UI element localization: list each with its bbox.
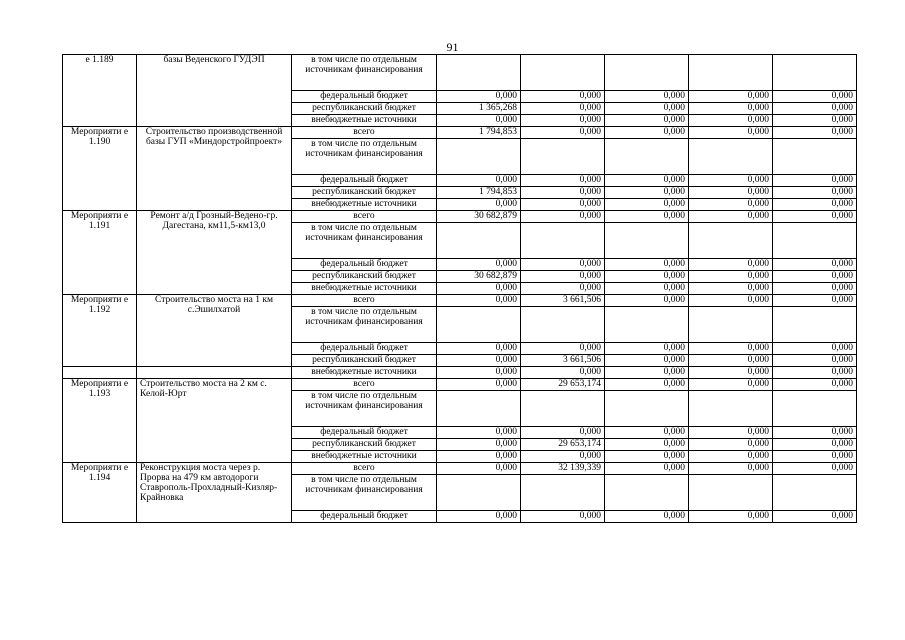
amount-cell-year-4: 0,000 bbox=[689, 367, 773, 379]
amount-cell-year-3: 0,000 bbox=[605, 211, 689, 223]
amount-cell-year-5: 0,000 bbox=[773, 127, 857, 139]
amount-cell-year-1: 0,000 bbox=[437, 115, 521, 127]
amount-cell-year-3: 0,000 bbox=[605, 283, 689, 295]
amount-cell-year-4: 0,000 bbox=[689, 463, 773, 475]
amount-cell-year-1: 0,000 bbox=[437, 379, 521, 391]
measure-code-cell: Мероприяти е 1.193 bbox=[63, 379, 137, 463]
table-row bbox=[63, 379, 857, 391]
amount-cell-year-5 bbox=[773, 475, 857, 511]
amount-cell-year-2: 0,000 bbox=[521, 127, 605, 139]
amount-cell-year-1: 1 365,268 bbox=[437, 103, 521, 115]
amount-cell-year-5: 0,000 bbox=[773, 463, 857, 475]
amount-cell-year-4 bbox=[689, 55, 773, 91]
amount-cell-year-3: 0,000 bbox=[605, 127, 689, 139]
amount-cell-year-4: 0,000 bbox=[689, 355, 773, 367]
funding-source-cell: всего bbox=[292, 463, 437, 475]
amount-cell-year-5: 0,000 bbox=[773, 451, 857, 463]
amount-cell-year-4: 0,000 bbox=[689, 103, 773, 115]
funding-source-cell: внебюджетные источники bbox=[292, 451, 437, 463]
measure-name-cell: базы Веденского ГУДЭП bbox=[137, 55, 292, 127]
amount-cell-year-5 bbox=[773, 223, 857, 259]
amount-cell-year-2: 3 661,506 bbox=[521, 355, 605, 367]
amount-cell-year-2: 0,000 bbox=[521, 199, 605, 211]
measure-name-cell: Ремонт а/д Грозный-Ведено-гр. Дагестана, км11,5-км13,0 bbox=[137, 211, 292, 295]
amount-cell-year-2: 0,000 bbox=[521, 259, 605, 271]
budget-table bbox=[62, 54, 857, 523]
amount-cell-year-3: 0,000 bbox=[605, 271, 689, 283]
amount-cell-year-3: 0,000 bbox=[605, 511, 689, 523]
amount-cell-year-2 bbox=[521, 139, 605, 175]
page-number: 91 bbox=[446, 40, 459, 54]
amount-cell-year-3: 0,000 bbox=[605, 379, 689, 391]
funding-source-cell: федеральный бюджет bbox=[292, 91, 437, 103]
amount-cell-year-1: 30 682,879 bbox=[437, 211, 521, 223]
funding-source-cell: всего bbox=[292, 295, 437, 307]
amount-cell-year-5: 0,000 bbox=[773, 511, 857, 523]
funding-source-cell: в том числе по отдельным источникам финансирования bbox=[292, 223, 437, 259]
amount-cell-year-2: 0,000 bbox=[521, 175, 605, 187]
funding-source-cell: федеральный бюджет bbox=[292, 511, 437, 523]
amount-cell-year-4: 0,000 bbox=[689, 379, 773, 391]
amount-cell-year-1: 0,000 bbox=[437, 427, 521, 439]
amount-cell-year-2 bbox=[521, 55, 605, 91]
funding-source-cell: в том числе по отдельным источникам финансирования bbox=[292, 391, 437, 427]
amount-cell-year-1: 0,000 bbox=[437, 367, 521, 379]
amount-cell-year-4 bbox=[689, 391, 773, 427]
amount-cell-year-4: 0,000 bbox=[689, 511, 773, 523]
amount-cell-year-4 bbox=[689, 475, 773, 511]
funding-source-cell: в том числе по отдельным источникам финансирования bbox=[292, 55, 437, 91]
table-row bbox=[63, 55, 857, 91]
amount-cell-year-4: 0,000 bbox=[689, 343, 773, 355]
amount-cell-year-3: 0,000 bbox=[605, 175, 689, 187]
amount-cell-year-4: 0,000 bbox=[689, 439, 773, 451]
measure-code-cell: Мероприяти е 1.194 bbox=[63, 463, 137, 523]
amount-cell-year-5 bbox=[773, 55, 857, 91]
amount-cell-year-4: 0,000 bbox=[689, 259, 773, 271]
amount-cell-year-3: 0,000 bbox=[605, 187, 689, 199]
amount-cell-year-5 bbox=[773, 139, 857, 175]
amount-cell-year-1 bbox=[437, 223, 521, 259]
amount-cell-year-5: 0,000 bbox=[773, 211, 857, 223]
measure-code-cell: Мероприяти е 1.190 bbox=[63, 127, 137, 211]
funding-source-cell: федеральный бюджет bbox=[292, 343, 437, 355]
funding-source-cell: федеральный бюджет bbox=[292, 259, 437, 271]
amount-cell-year-2: 0,000 bbox=[521, 187, 605, 199]
amount-cell-year-3: 0,000 bbox=[605, 451, 689, 463]
amount-cell-year-2 bbox=[521, 307, 605, 343]
amount-cell-year-4 bbox=[689, 139, 773, 175]
amount-cell-year-5: 0,000 bbox=[773, 343, 857, 355]
amount-cell-year-3 bbox=[605, 139, 689, 175]
amount-cell-year-2 bbox=[521, 391, 605, 427]
amount-cell-year-1: 30 682,879 bbox=[437, 271, 521, 283]
amount-cell-year-1: 1 794,853 bbox=[437, 187, 521, 199]
amount-cell-year-4: 0,000 bbox=[689, 175, 773, 187]
amount-cell-year-2: 32 139,339 bbox=[521, 463, 605, 475]
funding-source-cell: всего bbox=[292, 379, 437, 391]
amount-cell-year-5: 0,000 bbox=[773, 271, 857, 283]
amount-cell-year-3 bbox=[605, 223, 689, 259]
amount-cell-year-1 bbox=[437, 55, 521, 91]
amount-cell-year-4 bbox=[689, 223, 773, 259]
amount-cell-year-2: 0,000 bbox=[521, 115, 605, 127]
amount-cell-year-2: 0,000 bbox=[521, 367, 605, 379]
amount-cell-year-1: 1 794,853 bbox=[437, 127, 521, 139]
amount-cell-year-1: 0,000 bbox=[437, 343, 521, 355]
amount-cell-year-5: 0,000 bbox=[773, 175, 857, 187]
amount-cell-year-2: 0,000 bbox=[521, 451, 605, 463]
amount-cell-year-4: 0,000 bbox=[689, 295, 773, 307]
measure-code-cell: Мероприяти е 1.191 bbox=[63, 211, 137, 295]
funding-source-cell: республиканский бюджет bbox=[292, 271, 437, 283]
amount-cell-year-3 bbox=[605, 475, 689, 511]
funding-source-cell: внебюджетные источники bbox=[292, 199, 437, 211]
funding-source-cell: всего bbox=[292, 127, 437, 139]
amount-cell-year-2: 0,000 bbox=[521, 427, 605, 439]
amount-cell-year-4: 0,000 bbox=[689, 115, 773, 127]
amount-cell-year-1 bbox=[437, 307, 521, 343]
amount-cell-year-4: 0,000 bbox=[689, 199, 773, 211]
budget-table-body bbox=[63, 55, 857, 523]
funding-source-cell: в том числе по отдельным источникам финансирования bbox=[292, 307, 437, 343]
funding-source-cell: внебюджетные источники bbox=[292, 115, 437, 127]
amount-cell-year-3: 0,000 bbox=[605, 439, 689, 451]
measure-code-cell: Мероприяти е 1.192 bbox=[63, 295, 137, 367]
measure-name-cell: Реконструкция моста через р. Прорва на 479 км автодороги Ставрополь-Прохладный-Кизляр-Крайновка bbox=[137, 463, 292, 523]
amount-cell-year-5: 0,000 bbox=[773, 295, 857, 307]
table-row bbox=[63, 127, 857, 139]
amount-cell-year-3 bbox=[605, 307, 689, 343]
amount-cell-year-5: 0,000 bbox=[773, 367, 857, 379]
amount-cell-year-4: 0,000 bbox=[689, 187, 773, 199]
amount-cell-year-4: 0,000 bbox=[689, 211, 773, 223]
amount-cell-year-5: 0,000 bbox=[773, 355, 857, 367]
amount-cell-year-2: 0,000 bbox=[521, 91, 605, 103]
funding-source-cell: в том числе по отдельным источникам финансирования bbox=[292, 139, 437, 175]
amount-cell-year-2: 0,000 bbox=[521, 271, 605, 283]
amount-cell-year-3: 0,000 bbox=[605, 91, 689, 103]
amount-cell-year-1: 0,000 bbox=[437, 451, 521, 463]
funding-source-cell: внебюджетные источники bbox=[292, 283, 437, 295]
amount-cell-year-2: 0,000 bbox=[521, 343, 605, 355]
table-row bbox=[63, 295, 857, 307]
amount-cell-year-3: 0,000 bbox=[605, 367, 689, 379]
amount-cell-year-5: 0,000 bbox=[773, 379, 857, 391]
amount-cell-year-2: 0,000 bbox=[521, 511, 605, 523]
amount-cell-year-5: 0,000 bbox=[773, 259, 857, 271]
funding-source-cell: республиканский бюджет bbox=[292, 103, 437, 115]
amount-cell-year-5: 0,000 bbox=[773, 103, 857, 115]
amount-cell-year-3: 0,000 bbox=[605, 355, 689, 367]
amount-cell-year-5: 0,000 bbox=[773, 199, 857, 211]
amount-cell-year-4: 0,000 bbox=[689, 271, 773, 283]
amount-cell-year-1 bbox=[437, 475, 521, 511]
measure-code-cell: е 1.189 bbox=[63, 55, 137, 127]
amount-cell-year-4 bbox=[689, 307, 773, 343]
amount-cell-year-3: 0,000 bbox=[605, 463, 689, 475]
funding-source-cell: республиканский бюджет bbox=[292, 439, 437, 451]
funding-source-cell: внебюджетные источники bbox=[292, 367, 437, 379]
amount-cell-year-1: 0,000 bbox=[437, 439, 521, 451]
measure-name-cell: Строительство моста на 2 км с. Келой-Юрт bbox=[137, 379, 292, 463]
amount-cell-year-2: 0,000 bbox=[521, 103, 605, 115]
amount-cell-year-2: 29 653,174 bbox=[521, 439, 605, 451]
amount-cell-year-5: 0,000 bbox=[773, 115, 857, 127]
amount-cell-year-5 bbox=[773, 391, 857, 427]
amount-cell-year-5: 0,000 bbox=[773, 439, 857, 451]
amount-cell-year-2: 29 653,174 bbox=[521, 379, 605, 391]
amount-cell-year-3: 0,000 bbox=[605, 343, 689, 355]
amount-cell-year-1: 0,000 bbox=[437, 355, 521, 367]
amount-cell-year-4: 0,000 bbox=[689, 283, 773, 295]
amount-cell-year-4: 0,000 bbox=[689, 91, 773, 103]
amount-cell-year-5: 0,000 bbox=[773, 283, 857, 295]
funding-source-cell: федеральный бюджет bbox=[292, 175, 437, 187]
amount-cell-year-3: 0,000 bbox=[605, 427, 689, 439]
funding-source-cell: республиканский бюджет bbox=[292, 187, 437, 199]
amount-cell-year-5: 0,000 bbox=[773, 427, 857, 439]
amount-cell-year-5 bbox=[773, 307, 857, 343]
amount-cell-year-2 bbox=[521, 475, 605, 511]
amount-cell-year-3: 0,000 bbox=[605, 115, 689, 127]
amount-cell-year-4: 0,000 bbox=[689, 427, 773, 439]
table-row bbox=[63, 211, 857, 223]
amount-cell-year-2 bbox=[521, 223, 605, 259]
measure-name-cell: Строительство моста на 1 км с.Эшилхатой bbox=[137, 295, 292, 367]
amount-cell-year-5: 0,000 bbox=[773, 91, 857, 103]
amount-cell-year-3: 0,000 bbox=[605, 295, 689, 307]
amount-cell-year-1 bbox=[437, 391, 521, 427]
amount-cell-year-4: 0,000 bbox=[689, 451, 773, 463]
funding-source-cell: республиканский бюджет bbox=[292, 355, 437, 367]
amount-cell-year-1: 0,000 bbox=[437, 295, 521, 307]
amount-cell-year-1 bbox=[437, 139, 521, 175]
amount-cell-year-2: 0,000 bbox=[521, 283, 605, 295]
amount-cell-year-1: 0,000 bbox=[437, 175, 521, 187]
funding-source-cell: федеральный бюджет bbox=[292, 427, 437, 439]
amount-cell-year-3: 0,000 bbox=[605, 259, 689, 271]
table-row bbox=[63, 463, 857, 475]
amount-cell-year-3: 0,000 bbox=[605, 199, 689, 211]
measure-name-cell bbox=[137, 367, 292, 379]
amount-cell-year-3: 0,000 bbox=[605, 103, 689, 115]
table-row bbox=[63, 367, 857, 379]
amount-cell-year-5: 0,000 bbox=[773, 187, 857, 199]
amount-cell-year-1: 0,000 bbox=[437, 91, 521, 103]
amount-cell-year-1: 0,000 bbox=[437, 283, 521, 295]
amount-cell-year-2: 0,000 bbox=[521, 211, 605, 223]
measure-name-cell: Строительство производственной базы ГУП «Миндорстройпроект» bbox=[137, 127, 292, 211]
amount-cell-year-3 bbox=[605, 55, 689, 91]
amount-cell-year-1: 0,000 bbox=[437, 463, 521, 475]
funding-source-cell: всего bbox=[292, 211, 437, 223]
amount-cell-year-3 bbox=[605, 391, 689, 427]
amount-cell-year-2: 3 661,506 bbox=[521, 295, 605, 307]
amount-cell-year-4: 0,000 bbox=[689, 127, 773, 139]
funding-source-cell: в том числе по отдельным источникам финансирования bbox=[292, 475, 437, 511]
measure-code-cell bbox=[63, 367, 137, 379]
amount-cell-year-1: 0,000 bbox=[437, 199, 521, 211]
amount-cell-year-1: 0,000 bbox=[437, 511, 521, 523]
amount-cell-year-1: 0,000 bbox=[437, 259, 521, 271]
